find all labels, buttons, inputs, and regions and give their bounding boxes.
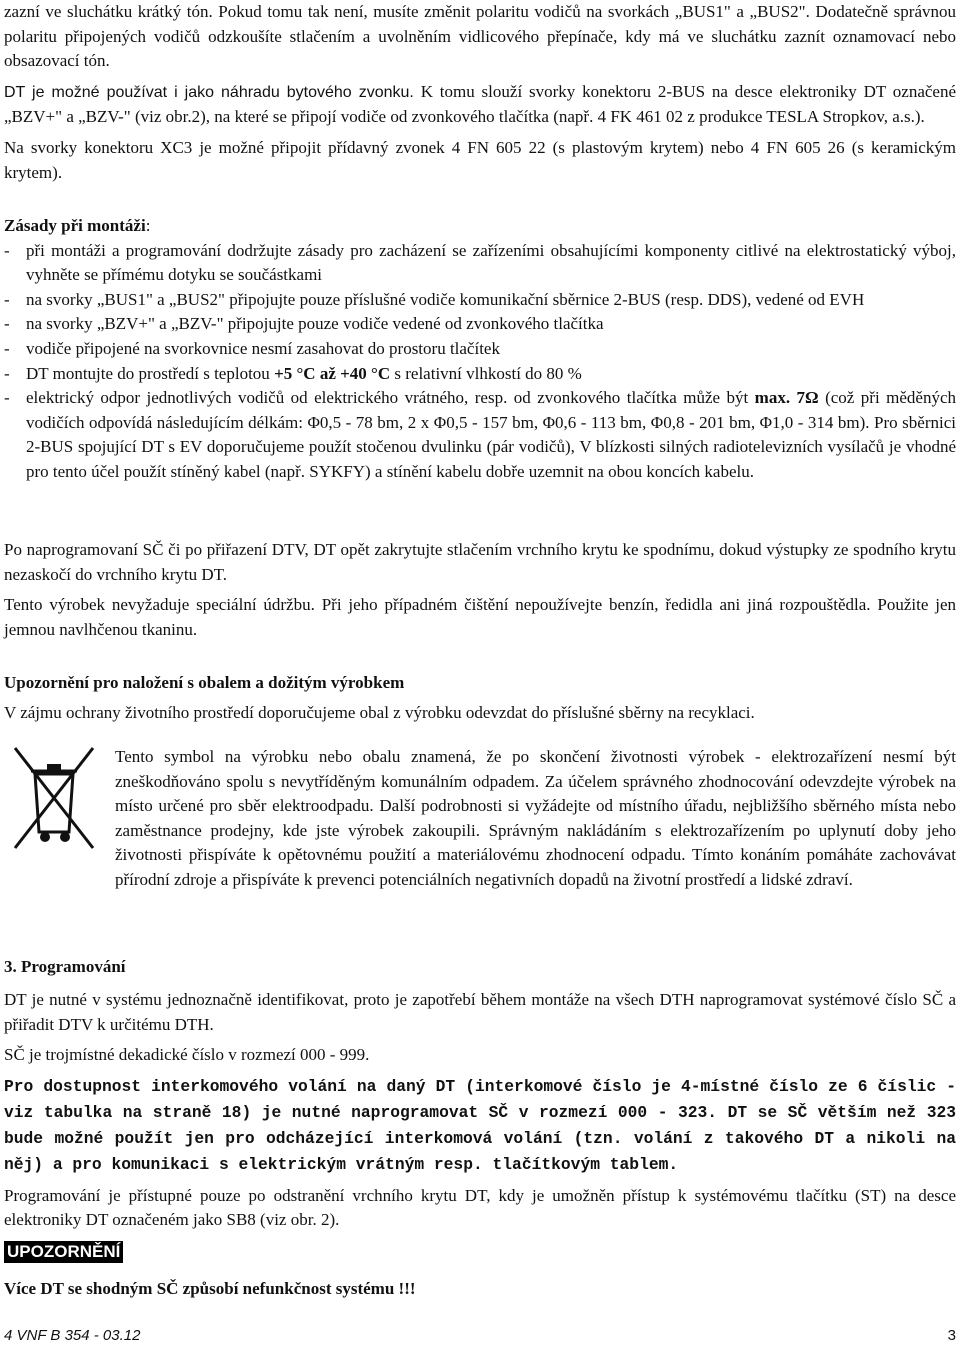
rule-dash: - <box>4 240 10 260</box>
crossed-out-wheelie-bin-icon <box>9 744 99 852</box>
cover-paragraph: Po naprogramovaní SČ či po přiřazení DTV, DT opět zakrytujte stlačením vrchního krytu ke spodnímu, dokud výstupky ze spodního krytu nezaskočí do vrchního krytu DT. <box>4 540 956 584</box>
rule-item <box>4 312 956 337</box>
programming-heading: 3. Programování <box>4 957 126 976</box>
warning-section <box>4 1241 956 1302</box>
rule-item <box>4 288 956 313</box>
document-page <box>4 0 956 1347</box>
rule-dash: - <box>4 388 10 408</box>
rule-res-max: max. 7Ω <box>754 388 819 408</box>
rule-text: na svorky „BZV+" a „BZV-" připojujte pouze vodiče vedené od zvonkového tlačítka <box>26 314 604 334</box>
mounting-rules-section <box>4 214 956 485</box>
polarity-paragraph: zazní ve sluchátku krátký tón. Pokud tomu tak není, musíte změnit polaritu vodičů na svorkách „BUS1" a „BUS2". Dodatečně správnou polaritu připojených vodičů odzkoušíte stlačením a uvolněním vidlicového přepínače, kdy má ve sluchátku zaznít oznamovací nebo obsazovací tón. <box>4 2 956 71</box>
programming-access: Programování je přístupné pouze po odstranění vrchního krytu DT, kdy je umožněn přístup k systémovému tlačítku (ST) na desce elektroniky DT označeném jako SB8 (viz obr. 2). <box>4 1185 956 1230</box>
rule-dash: - <box>4 363 10 383</box>
rule-dash: - <box>4 314 10 334</box>
rule-dash: - <box>4 338 10 358</box>
waste-heading: Upozornění pro naložení s obalem a dožitým výrobkem <box>4 673 405 692</box>
rule-item-resistance <box>4 386 956 484</box>
rule-res-a: elektrický odpor jednotlivých vodičů od elektrického vrátného, resp. od zvonkového tlačítka může být <box>26 388 755 408</box>
mounting-rules-colon: : <box>145 216 151 235</box>
extra-bell-paragraph: Na svorky konektoru XC3 je možné připojit přídavný zvonek 4 FN 605 22 (s plastovým krytem) nebo 4 FN 605 26 (s keramickým krytem). <box>4 137 956 182</box>
warning-text: Více DT se shodným SČ způsobí nefunkčnost systému !!! <box>4 1279 416 1298</box>
programming-intro: DT je nutné v systému jednoznačně identifikovat, proto je zapotřebí během montáže na všech DTH naprogramovat systémové číslo SČ a přiřadit DTV k určitému DTH. <box>4 990 956 1034</box>
waste-symbol-section <box>115 745 956 893</box>
rule-text: na svorky „BUS1" a „BUS2" připojujte pouze příslušné vodiče komunikační sběrnice 2-BUS (resp. DDS), vedené od EVH <box>26 289 865 309</box>
rule-temp-range: +5 °C až +40 °C <box>274 363 391 383</box>
intro-section <box>4 0 956 185</box>
maintenance-paragraph: Tento výrobek nevyžaduje speciální údržbu. Při jeho případném čištění nepoužívejte benzín, ředidla ani jiná rozpouštědla. Použite jen jemnou navlhčenou tkaninu. <box>4 595 956 639</box>
rule-item <box>4 337 956 362</box>
rule-text: při montáži a programování dodržujte zásady pro zacházení se zařízeními obsahujícími komponenty citlivé na elektrostatický výboj, vyhněte se přímému dotyku se součástkami <box>26 240 956 285</box>
page-number: 3 <box>947 1327 956 1344</box>
after-section <box>4 538 956 642</box>
rule-temp-a: DT montujte do prostředí s teplotou <box>26 363 275 383</box>
rule-text: vodiče připojené na svorkovnice nesmí zasahovat do prostoru tlačítek <box>26 338 500 358</box>
intercom-note: Pro dostupnost interkomového volání na daný DT (interkomové číslo je 4-místné číslo ze 6 číslic - viz tabulka na straně 18) je nutné naprogramovat SČ v rozmezí 000 - 323. DT se SČ větším než 323 bude možné použít jen pro odcházející interkomová volání (tzn. volání z takového DT a nikoli na něj) a pro komunikaci s elektrickým vrátným resp. tlačítkovým tablem. <box>4 1076 956 1174</box>
rule-item <box>4 239 956 288</box>
programming-section <box>4 955 956 1233</box>
mounting-rules-title: Zásady při montáži <box>4 216 146 235</box>
rule-dash: - <box>4 289 10 309</box>
rule-text <box>26 362 956 387</box>
waste-intro: V zájmu ochrany životního prostředí doporučujeme obal z výrobku odevzdat do příslušné sběrny na recyklaci. <box>4 703 755 722</box>
document-id: 4 VNF B 354 - 03.12 <box>4 1327 141 1344</box>
mounting-rules-heading <box>4 214 956 239</box>
doorbell-lead: DT je možné používat i jako náhradu bytového zvonku. <box>4 83 414 101</box>
rule-item-temperature <box>4 362 956 387</box>
system-number-range: SČ je trojmístné dekadické číslo v rozmezí 000 - 999. <box>4 1045 370 1065</box>
warning-label: UPOZORNĚNÍ <box>4 1241 123 1263</box>
rule-res-c: (což při měděných vodičích odpovídá následujícím délkám: Φ0,5 - 78 bm, 2 x Φ0,5 - 157 bm, Φ0,6 - 113 bm, Φ0,8 - 201 bm, Φ1,0 - 314 bm). Pro sběrnici 2-BUS spojující DT s EV doporučujeme použít stočenou dvulinku (pár vodičů), V blízkosti silných radiotelevizních vysílačů je vhodné pro tento účel použít stíněný kabel (např. SYKFY) a stínění kabelu dobře uzemnit na obou koncích kabelu. <box>26 388 956 481</box>
waste-section <box>4 671 956 726</box>
rule-temp-c: s relativní vlhkostí do 80 % <box>390 363 582 383</box>
doorbell-paragraph <box>4 80 956 130</box>
doorbell-detail: K tomu slouží svorky konektoru 2-BUS na desce elektroniky DT označené „BZV+" a „BZV-" (viz obr.2), na které se připojí vodiče od zvonkového tlačítka (např. 4 FK 461 02 z produkce TESLA Stropkov, a.s.). <box>4 81 956 127</box>
waste-symbol-text: Tento symbol na výrobku nebo obalu znamená, že po skončení životnosti výrobek - elektrozařízení nesmí být zneškodňováno spolu s nevytříděným komunálním odpadem. Za účelem správného zhodnocování odevzdejte výrobek na místo určené pro sběr elektroodpadu. Další podrobnosti si vyžádejte od místního úřadu, nejbližšího sběrného místa nebo zaměstnance prodejny, kde jste výrobek zakoupili. Správným nakládáním s elektrozařízením po uplynutí doby jeho životnosti přispíváte k opětovnému použití a materiálovému zhodnocení odpadu. Tímto konáním pomáháte zachovávat přírodní zdroje a přispíváte k prevenci potenciálních negativních dopadů na životní prostředí a lidské zdraví. <box>115 747 956 889</box>
rule-text <box>26 386 956 484</box>
